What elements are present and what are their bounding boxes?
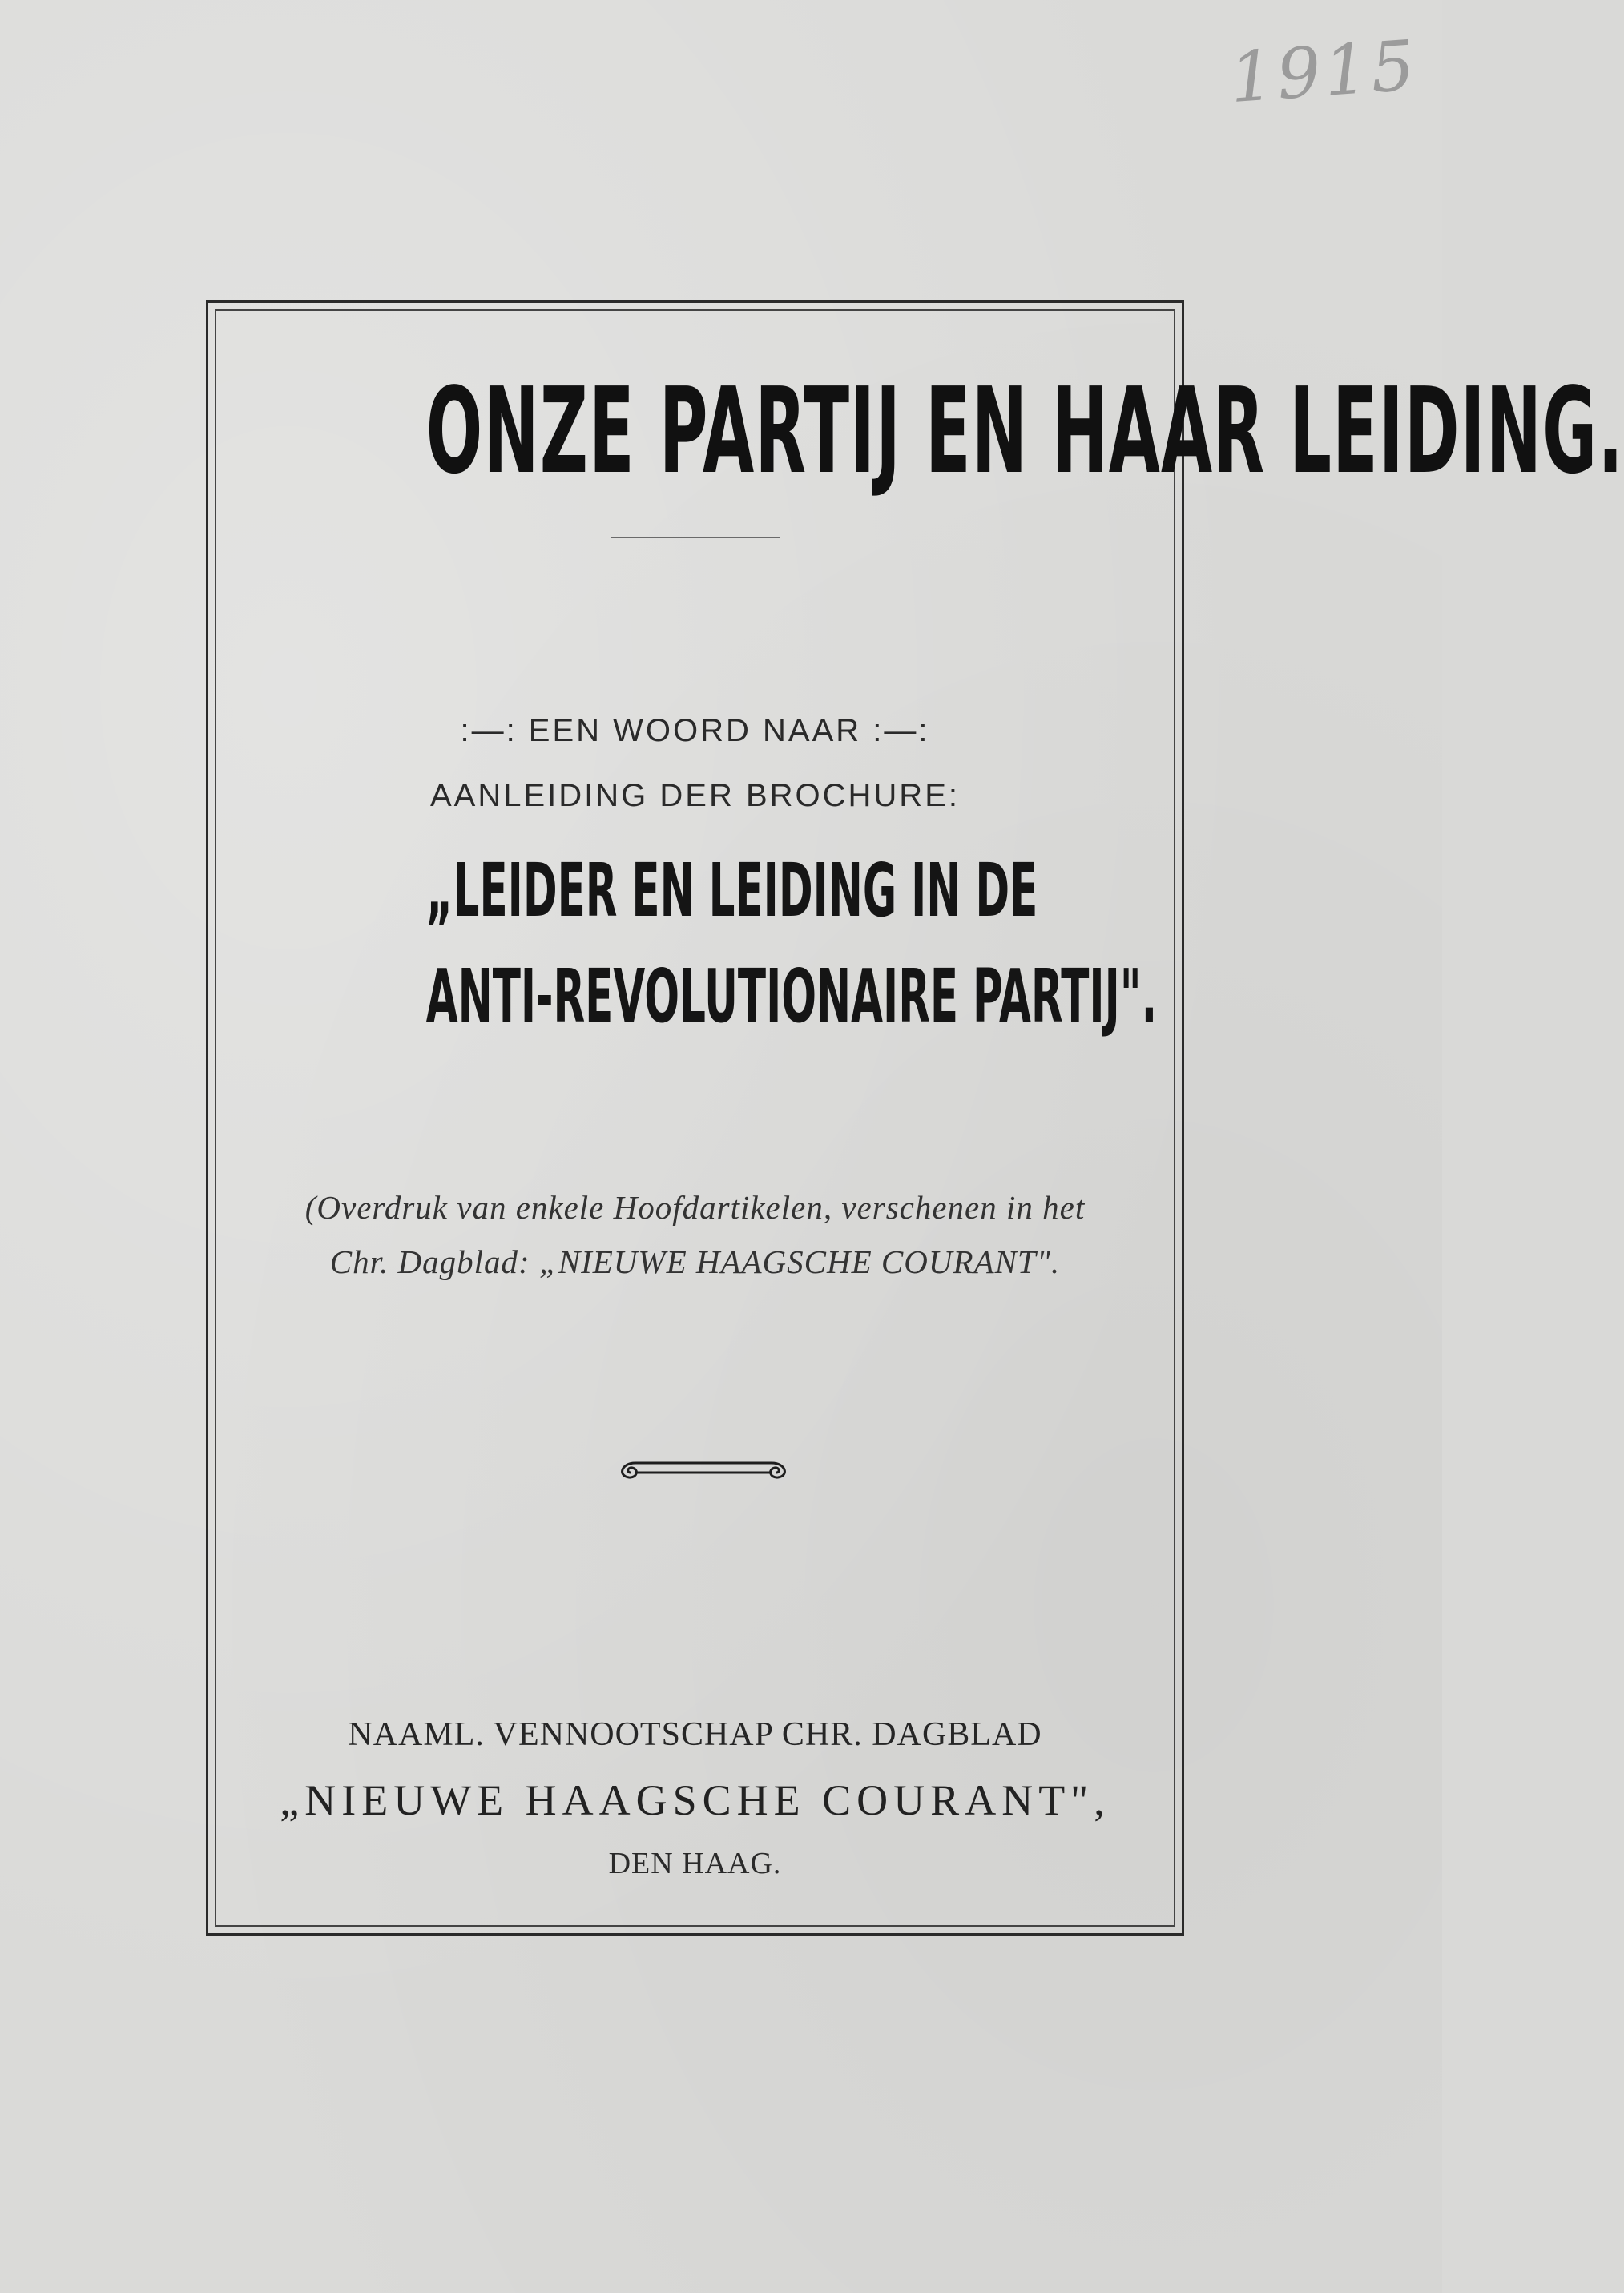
reprint-note-line-2: Chr. Dagblad: „NIEUWE HAAGSCHE COURANT". xyxy=(329,1243,1061,1280)
scroll-ornament-icon xyxy=(613,1452,794,1484)
brochure-title-line-1: „LEIDER EN LEIDING IN DE xyxy=(425,848,1038,933)
publisher-line-2: „NIEUWE HAAGSCHE COURANT", xyxy=(280,1776,1110,1824)
divider-rule xyxy=(611,537,780,538)
brochure-title-line-2: ANTI-REVOLUTIONAIRE PARTIJ". xyxy=(425,953,1158,1039)
page-title: ONZE PARTIJ EN HAAR LEIDING. xyxy=(425,362,1624,500)
subtitle-line-1: :—: EEN WOORD NAAR :—: xyxy=(460,713,930,748)
handwritten-year: 1915 xyxy=(1227,25,1421,119)
publisher-line-1: NAAML. VENNOOTSCHAP CHR. DAGBLAD xyxy=(348,1716,1042,1753)
subtitle-line-2: AANLEIDING DER BROCHURE: xyxy=(430,778,960,813)
publisher-city: DEN HAAG. xyxy=(608,1847,782,1880)
reprint-note-line-1: (Overdruk van enkele Hoofdartikelen, verschenen in het xyxy=(304,1189,1086,1226)
title-page xyxy=(215,309,1624,1927)
